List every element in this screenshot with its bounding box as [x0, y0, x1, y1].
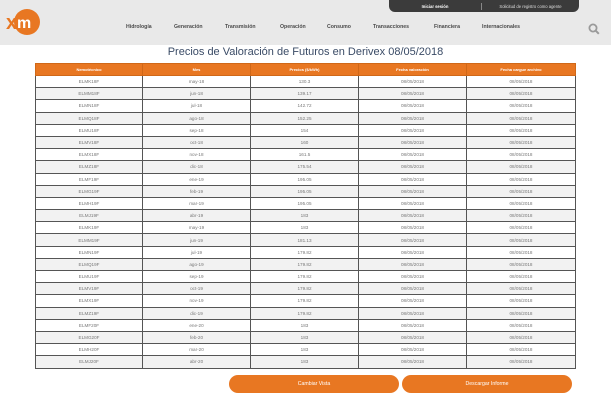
table-cell: ene-19 — [143, 173, 251, 185]
table-cell: 08/05/2018 — [359, 136, 467, 148]
search-icon[interactable] — [588, 23, 600, 35]
login-link[interactable]: Iniciar sesión — [421, 3, 449, 9]
table-cell: 08/05/2018 — [359, 331, 467, 343]
nav-item-operacion[interactable]: Operación — [280, 24, 306, 30]
table-cell: feb-20 — [143, 331, 251, 343]
table-row — [36, 356, 576, 368]
nav-item-hidrologia[interactable]: Hidrología — [126, 24, 152, 30]
account-bar — [389, 0, 579, 12]
table-cell: ELMH20F — [36, 344, 143, 356]
table-cell: 08/05/2018 — [359, 88, 467, 100]
table-cell: 08/05/2018 — [467, 283, 576, 295]
table-row — [36, 136, 576, 148]
table-cell: 08/05/2018 — [359, 124, 467, 136]
table-cell: dic-19 — [143, 307, 251, 319]
table-cell: 08/05/2018 — [359, 295, 467, 307]
table-cell: ELMX19F — [36, 295, 143, 307]
table-cell: 175.54 — [251, 161, 359, 173]
table-cell: 08/05/2018 — [467, 149, 576, 161]
table-cell: jul-18 — [143, 100, 251, 112]
column-header[interactable]: Fecha valoración — [359, 64, 467, 76]
table-row — [36, 283, 576, 295]
table-cell: 183 — [251, 319, 359, 331]
column-header[interactable]: Fecha cargue archivo — [467, 64, 576, 76]
table-cell: 08/05/2018 — [467, 124, 576, 136]
table-cell: 08/05/2018 — [467, 112, 576, 124]
table-cell: 195.05 — [251, 185, 359, 197]
nav-item-consumo[interactable]: Consumo — [327, 24, 351, 30]
table-cell: 08/05/2018 — [467, 100, 576, 112]
table-cell: ELMV19F — [36, 283, 143, 295]
table-cell: 08/05/2018 — [467, 234, 576, 246]
table-cell: 181.13 — [251, 234, 359, 246]
table-cell: 08/05/2018 — [467, 331, 576, 343]
table-row — [36, 100, 576, 112]
table-cell: nov-19 — [143, 295, 251, 307]
table-cell: 142.72 — [251, 100, 359, 112]
table-cell: ELMQ19F — [36, 258, 143, 270]
table-cell: 08/05/2018 — [467, 136, 576, 148]
table-cell: 08/05/2018 — [467, 222, 576, 234]
nav-item-financiera[interactable]: Financiera — [434, 24, 460, 30]
nav-item-internacionales[interactable]: Internacionales — [482, 24, 521, 30]
table-row — [36, 149, 576, 161]
table-cell: 08/05/2018 — [359, 222, 467, 234]
table-cell: 08/05/2018 — [359, 356, 467, 368]
table-row — [36, 319, 576, 331]
table-cell: ELMN19F — [36, 246, 143, 258]
nav-item-transacciones[interactable]: Transacciones — [373, 24, 410, 30]
table-cell: ELMH19F — [36, 197, 143, 209]
table-cell: ELMZ18F — [36, 161, 143, 173]
table-cell: ELMF19F — [36, 173, 143, 185]
table-cell: 08/05/2018 — [359, 344, 467, 356]
table-cell: 08/05/2018 — [359, 149, 467, 161]
table-cell: ago-18 — [143, 112, 251, 124]
table-cell: ELMM18F — [36, 88, 143, 100]
table-cell: 08/05/2018 — [359, 76, 467, 88]
table-cell: 08/05/2018 — [467, 210, 576, 222]
table-cell: ago-19 — [143, 258, 251, 270]
table-cell: 08/05/2018 — [467, 307, 576, 319]
svg-text:x: x — [6, 12, 18, 34]
table-cell: 179.82 — [251, 295, 359, 307]
table-cell: 183 — [251, 210, 359, 222]
column-header[interactable]: Precios ($/kWh) — [251, 64, 359, 76]
table-header-row — [36, 64, 576, 76]
table-cell: ELMV18F — [36, 136, 143, 148]
table-cell: 08/05/2018 — [467, 173, 576, 185]
table-row — [36, 197, 576, 209]
page-title: Precios de Valoración de Futuros en Derivex 08/05/2018 — [167, 46, 444, 58]
table-cell: ELMF20F — [36, 319, 143, 331]
table-row — [36, 234, 576, 246]
table-row — [36, 222, 576, 234]
table-row — [36, 258, 576, 270]
table-cell: 08/05/2018 — [467, 88, 576, 100]
table-row — [36, 124, 576, 136]
futures-prices-table — [35, 63, 576, 369]
table-cell: 08/05/2018 — [467, 197, 576, 209]
column-header[interactable]: Nemotécnico — [36, 64, 143, 76]
table-cell: jul-19 — [143, 246, 251, 258]
table-row — [36, 76, 576, 88]
table-cell: ELMG20F — [36, 331, 143, 343]
table-cell: feb-19 — [143, 185, 251, 197]
table-cell: ELMJ19F — [36, 210, 143, 222]
table-cell: 179.82 — [251, 307, 359, 319]
table-cell: 08/05/2018 — [467, 295, 576, 307]
table-row — [36, 246, 576, 258]
table-cell: 08/05/2018 — [467, 161, 576, 173]
table-row — [36, 344, 576, 356]
table-cell: dic-18 — [143, 161, 251, 173]
table-cell: may-18 — [143, 76, 251, 88]
table-cell: 08/05/2018 — [359, 307, 467, 319]
table-cell: 183 — [251, 344, 359, 356]
table-row — [36, 271, 576, 283]
table-cell: 08/05/2018 — [467, 185, 576, 197]
table-cell: 08/05/2018 — [359, 173, 467, 185]
change-view-button[interactable]: Cambiar Vista — [229, 375, 399, 393]
column-header[interactable]: Mes — [143, 64, 251, 76]
table-row — [36, 307, 576, 319]
table-cell: abr-19 — [143, 210, 251, 222]
table-cell: jun-18 — [143, 88, 251, 100]
table-cell: ELMU18F — [36, 124, 143, 136]
table-cell: 08/05/2018 — [467, 344, 576, 356]
table-cell: 08/05/2018 — [467, 246, 576, 258]
table-cell: 08/05/2018 — [359, 210, 467, 222]
table-cell: 08/05/2018 — [359, 271, 467, 283]
table-cell: mar-20 — [143, 344, 251, 356]
table-cell: 08/05/2018 — [467, 319, 576, 331]
table-row — [36, 88, 576, 100]
table-cell: 183 — [251, 331, 359, 343]
table-cell: 179.82 — [251, 271, 359, 283]
register-agent-link[interactable]: Solicitud de registro como agente — [499, 3, 562, 9]
nav-item-generacion[interactable]: Generación — [174, 24, 203, 30]
table-cell: abr-20 — [143, 356, 251, 368]
table-cell: ELMQ18F — [36, 112, 143, 124]
table-cell: 179.82 — [251, 246, 359, 258]
table-cell: oct-18 — [143, 136, 251, 148]
table-cell: ene-20 — [143, 319, 251, 331]
table-cell: ELMK19F — [36, 222, 143, 234]
table-cell: 08/05/2018 — [359, 234, 467, 246]
table-cell: 08/05/2018 — [359, 161, 467, 173]
table-row — [36, 185, 576, 197]
table-row — [36, 173, 576, 185]
xm-logo[interactable] — [3, 8, 43, 36]
table-cell: 130.3 — [251, 76, 359, 88]
download-report-button[interactable]: Descargar Informe — [402, 375, 572, 393]
table-cell: 08/05/2018 — [359, 258, 467, 270]
table-cell: may-19 — [143, 222, 251, 234]
table-cell: 08/05/2018 — [359, 246, 467, 258]
table-cell: ELMN18F — [36, 100, 143, 112]
table-cell: 08/05/2018 — [359, 100, 467, 112]
table-cell: 08/05/2018 — [359, 283, 467, 295]
table-cell: ELMK18F — [36, 76, 143, 88]
table-cell: 08/05/2018 — [467, 258, 576, 270]
table-cell: ELMU19F — [36, 271, 143, 283]
site-header — [0, 0, 611, 45]
table-cell: 152.25 — [251, 112, 359, 124]
table-cell: 183 — [251, 222, 359, 234]
table-cell: 179.82 — [251, 258, 359, 270]
table-cell: jun-19 — [143, 234, 251, 246]
table-cell: 08/05/2018 — [359, 319, 467, 331]
table-cell: sep-19 — [143, 271, 251, 283]
table-cell: ELMG19F — [36, 185, 143, 197]
table-row — [36, 295, 576, 307]
table-cell: 179.82 — [251, 283, 359, 295]
table-row — [36, 210, 576, 222]
table-row — [36, 161, 576, 173]
table-cell: nov-18 — [143, 149, 251, 161]
table-cell: ELMX18F — [36, 149, 143, 161]
table-cell: mar-19 — [143, 197, 251, 209]
table-cell: 08/05/2018 — [359, 197, 467, 209]
table-cell: ELMZ19F — [36, 307, 143, 319]
table-row — [36, 112, 576, 124]
table-cell: ELMM19F — [36, 234, 143, 246]
table-cell: oct-19 — [143, 283, 251, 295]
table-cell: 08/05/2018 — [359, 112, 467, 124]
svg-text:m: m — [17, 15, 32, 32]
table-row — [36, 331, 576, 343]
table-cell: 183 — [251, 356, 359, 368]
table-cell: 195.05 — [251, 173, 359, 185]
table-cell: 161.5 — [251, 149, 359, 161]
table-cell: 195.05 — [251, 197, 359, 209]
table-cell: 08/05/2018 — [467, 271, 576, 283]
table-cell: 08/05/2018 — [359, 185, 467, 197]
table-cell: sep-18 — [143, 124, 251, 136]
nav-item-transmision[interactable]: Transmisión — [225, 24, 256, 30]
table-cell: 139.17 — [251, 88, 359, 100]
table-cell: 160 — [251, 136, 359, 148]
table-cell: ELMJ20F — [36, 356, 143, 368]
table-cell: 08/05/2018 — [467, 356, 576, 368]
table-cell: 154 — [251, 124, 359, 136]
table-cell: 08/05/2018 — [467, 76, 576, 88]
